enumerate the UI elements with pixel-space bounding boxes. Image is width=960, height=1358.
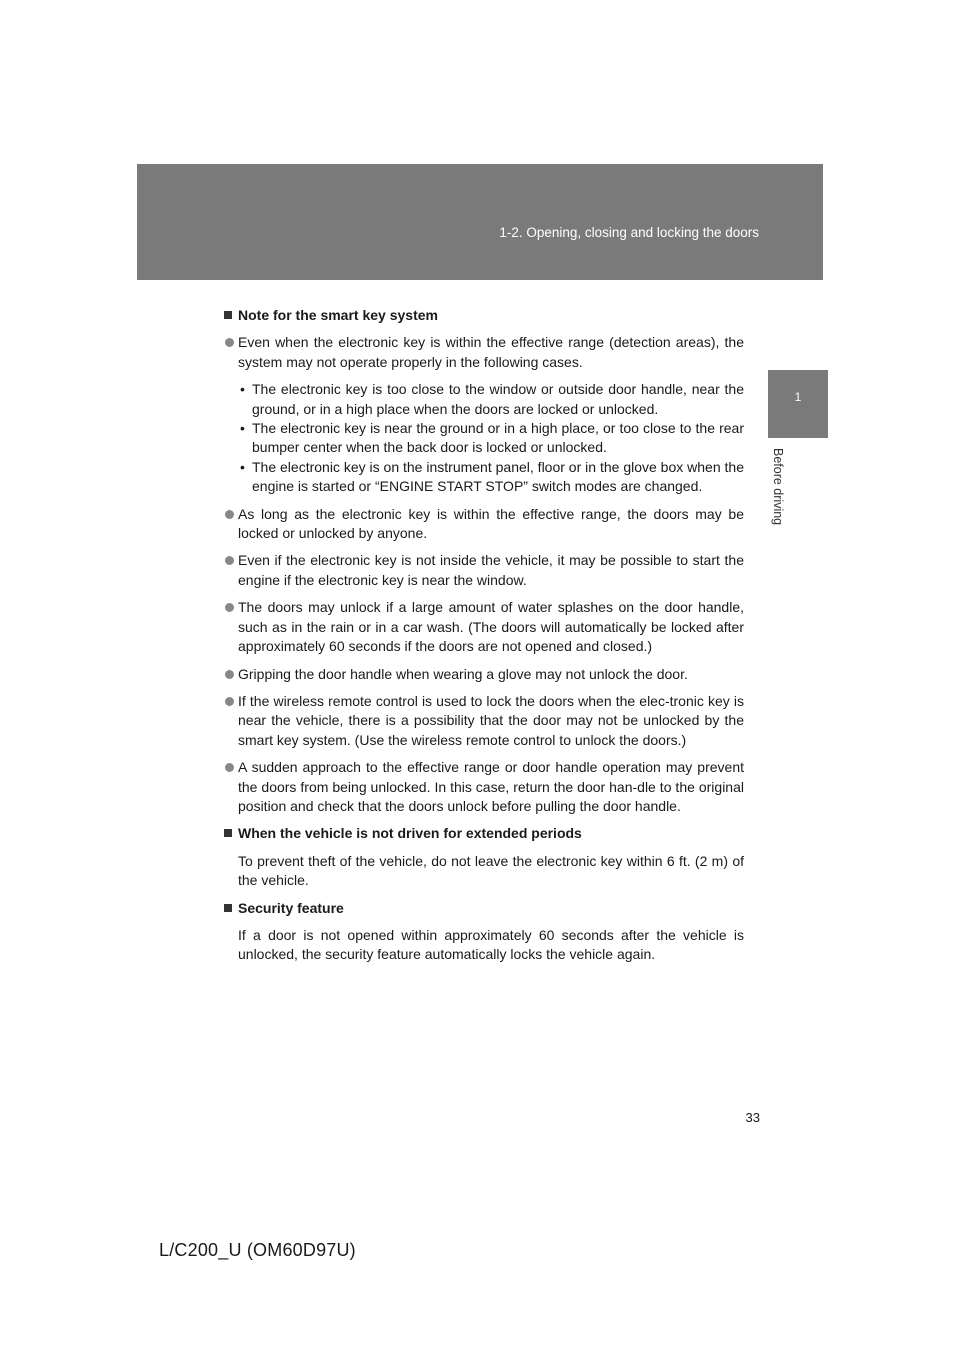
list-item — [224, 665, 744, 684]
section-body: To prevent theft of the vehicle, do not leave the electronic key within 6 ft. (2 m) of the vehicle. — [238, 852, 744, 889]
section-title: 1-2. Opening, closing and locking the doors — [499, 225, 759, 240]
dot-mark-icon: • — [240, 381, 245, 398]
circle-bullet-icon — [225, 697, 234, 706]
document-code: L/C200_U (OM60D97U) — [159, 1240, 356, 1260]
list-item — [224, 598, 744, 656]
square-bullet-icon — [224, 829, 232, 837]
circle-bullet-icon — [225, 338, 234, 347]
circle-bullet-icon — [225, 510, 234, 519]
list-item-text: Even if the electronic key is not inside the vehicle, it may be possible to start the engine if the electronic key is near the window. — [238, 552, 744, 588]
sub-list-item — [224, 458, 744, 497]
sub-list-item — [224, 419, 744, 458]
list-item — [224, 692, 744, 750]
section-heading — [224, 824, 744, 843]
heading-text: Note for the smart key system — [238, 307, 438, 323]
list-item — [224, 551, 744, 590]
circle-bullet-icon — [225, 670, 234, 679]
section-heading — [224, 306, 744, 325]
list-item-text: As long as the electronic key is within the effective range, the doors may be locked or unlocked by anyone. — [238, 505, 744, 542]
square-bullet-icon — [224, 904, 232, 912]
sub-item-text: The electronic key is near the ground or in a high place, or too close to the rear bumper center when the back door is locked or unlocked. — [252, 420, 744, 456]
sub-item-text: The electronic key is on the instrument panel, floor or in the glove box when the engine is started or “ENGINE START STOP” switch modes are changed. — [252, 458, 744, 495]
circle-bullet-icon — [225, 763, 234, 772]
chapter-label: Before driving — [771, 448, 785, 526]
list-item — [224, 758, 744, 816]
sub-list-item — [224, 380, 744, 419]
list-item — [224, 333, 744, 372]
list-item-text: A sudden approach to the effective range or door handle operation may prevent the doors from being unlocked. In this case, return the door han-dle to the original position and check that the doors unlock before pulling the door handle. — [238, 759, 744, 814]
sub-list — [224, 380, 744, 496]
chapter-tab — [768, 370, 828, 438]
heading-text: When the vehicle is not driven for extended periods — [238, 825, 582, 842]
heading-text: Security feature — [238, 899, 344, 916]
square-bullet-icon — [224, 311, 232, 319]
dot-mark-icon: • — [240, 420, 245, 437]
page-number: 33 — [745, 1110, 760, 1125]
circle-bullet-icon — [225, 603, 234, 612]
dot-mark-icon: • — [240, 458, 245, 475]
circle-bullet-icon — [225, 556, 234, 565]
list-item-text: The doors may unlock if a large amount of water splashes on the door handle, such as in the rain or in a car wash. (The doors will automatically be locked after approximately 60 seconds if the doors are not opened and closed.) — [238, 599, 744, 655]
chapter-number: 1 — [794, 390, 802, 404]
list-item-text: Even when the electronic key is within the effective range (detection areas), the system may not operate properly in the following cases. — [238, 334, 744, 370]
section-body: If a door is not opened within approximately 60 seconds after the vehicle is unlocked, the security feature automatically locks the vehicle again. — [238, 926, 744, 963]
header-band — [137, 164, 823, 280]
main-content — [224, 306, 744, 973]
list-item — [224, 505, 744, 544]
section-heading — [224, 899, 744, 918]
sub-item-text: The electronic key is too close to the window or outside door handle, near the ground, or in a high place when the doors are locked or unlocked. — [252, 381, 744, 417]
list-item-text: Gripping the door handle when wearing a glove may not unlock the door. — [238, 665, 688, 682]
list-item-text: If the wireless remote control is used to lock the doors when the elec-tronic key is near the vehicle, there is a possibility that the door may not be unlocked by the smart key system. (Use the wireless remote control to unlock the doors.) — [238, 692, 744, 748]
